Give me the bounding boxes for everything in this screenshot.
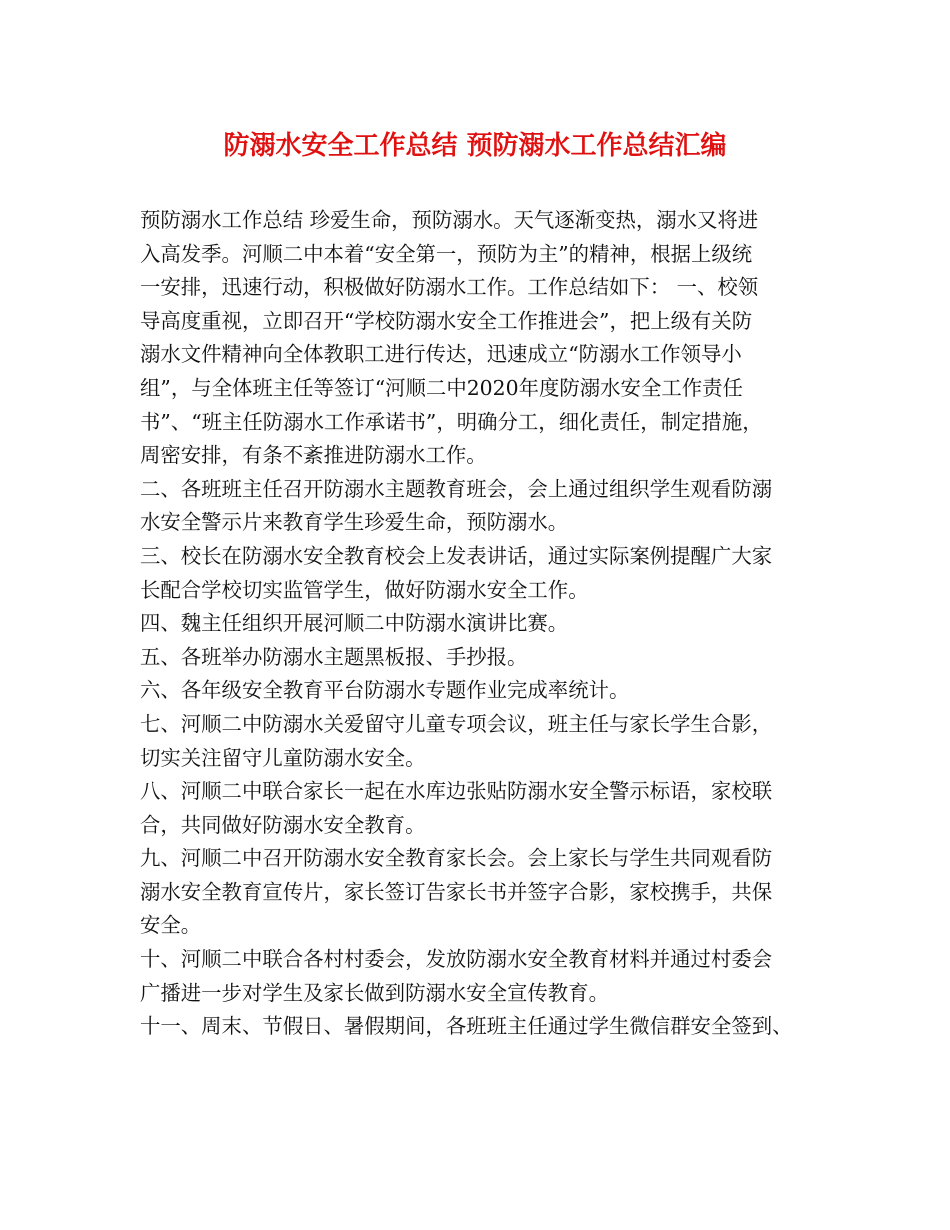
body-line-16: 七、河顺二中防溺水关爱留守儿童专项会议，班主任与家长学生合影， bbox=[140, 711, 773, 736]
body-line-25: 十一、周末、节假日、暑假期间，各班班主任通过学生微信群安全签到、 bbox=[140, 1014, 793, 1039]
body-line-8: 周密安排，有条不紊推进防溺水工作。 bbox=[140, 443, 487, 468]
body-line-2: 入高发季。河顺二中本着“安全第一，预防为主”的精神，根据上级统 bbox=[140, 241, 753, 266]
body-line-5: 溺水文件精神向全体教职工进行传达，迅速成立“防溺水工作领导小 bbox=[140, 342, 742, 367]
body-line-13: 四、魏主任组织开展河顺二中防溺水演讲比赛。 bbox=[140, 611, 569, 636]
body-line-17: 切实关注留守儿童防溺水安全。 bbox=[140, 745, 426, 770]
body-line-22: 安全。 bbox=[140, 913, 202, 938]
body-line-4: 导高度重视，立即召开“学校防溺水安全工作推进会”，把上级有关防 bbox=[140, 308, 753, 333]
body-line-18: 八、河顺二中联合家长一起在水库边张贴防溺水安全警示标语，家校联 bbox=[140, 779, 773, 804]
document-body bbox=[140, 204, 820, 1044]
body-line-10: 水安全警示片来教育学生珍爱生命，预防溺水。 bbox=[140, 510, 569, 535]
body-line-19: 合，共同做好防溺水安全教育。 bbox=[140, 812, 426, 837]
body-line-6: 组”，与全体班主任等签订“河顺二中2020年度防溺水安全工作责任 bbox=[140, 375, 743, 400]
body-line-23: 十、河顺二中联合各村村委会，发放防溺水安全教育材料并通过村委会 bbox=[140, 947, 773, 972]
body-line-20: 九、河顺二中召开防溺水安全教育家长会。会上家长与学生共同观看防 bbox=[140, 846, 773, 871]
body-line-21: 溺水安全教育宣传片，家长签订告家长书并签字合影，家校携手，共保 bbox=[140, 879, 773, 904]
body-line-1: 预防溺水工作总结 珍爱生命，预防溺水。天气逐渐变热，溺水又将进 bbox=[140, 208, 759, 232]
body-line-7: 书”、“班主任防溺水工作承诺书”，明确分工，细化责任，制定措施， bbox=[140, 409, 763, 434]
body-line-14: 五、各班举办防溺水主题黑板报、手抄报。 bbox=[140, 644, 528, 669]
body-line-11: 三、校长在防溺水安全教育校会上发表讲话，通过实际案例提醒广大家 bbox=[140, 543, 773, 568]
body-line-15: 六、各年级安全教育平台防溺水专题作业完成率统计。 bbox=[140, 678, 630, 703]
body-line-12: 长配合学校切实监管学生，做好防溺水安全工作。 bbox=[140, 577, 589, 602]
document-title: 防溺水安全工作总结 预防溺水工作总结汇编 bbox=[223, 131, 727, 161]
body-line-3: 一安排，迅速行动，积极做好防溺水工作。工作总结如下： 一、校领 bbox=[140, 275, 759, 300]
body-line-9: 二、各班班主任召开防溺水主题教育班会，会上通过组织学生观看防溺 bbox=[140, 476, 773, 501]
body-line-24: 广播进一步对学生及家长做到防溺水安全宣传教育。 bbox=[140, 980, 609, 1005]
